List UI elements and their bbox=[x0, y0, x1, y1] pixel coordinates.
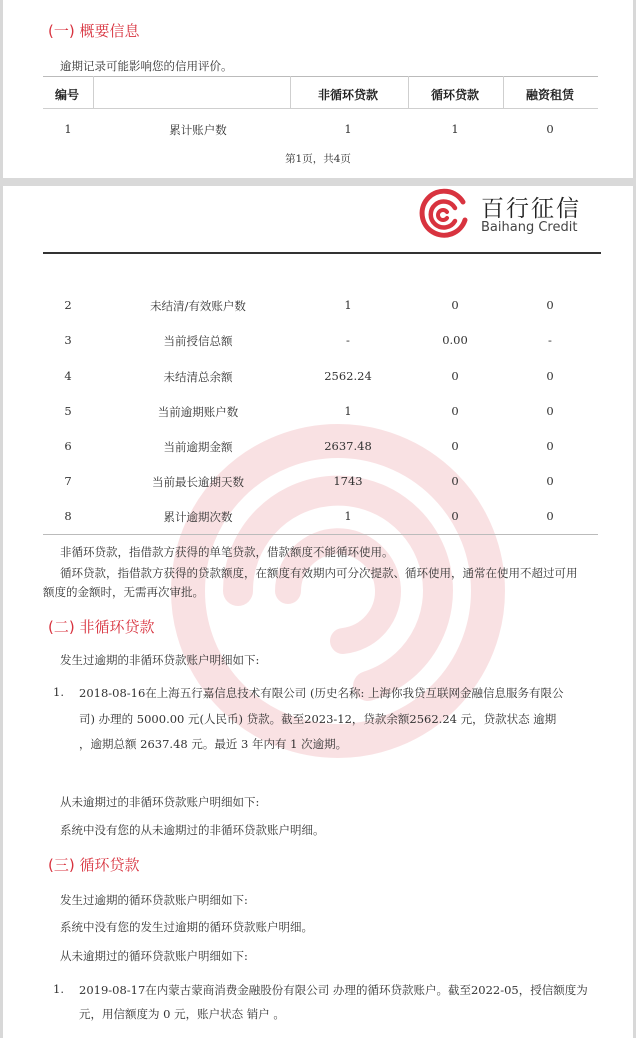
row-leasing: 0 bbox=[546, 298, 554, 312]
table-row bbox=[3, 333, 633, 355]
row-revolving: 0 bbox=[451, 509, 459, 523]
table-row bbox=[3, 509, 633, 531]
row-no: 2 bbox=[64, 298, 72, 312]
row-no: 4 bbox=[64, 369, 72, 383]
report-page-2 bbox=[0, 186, 636, 1038]
definition-nonrevolving: 非循环贷款，指借款方获得的单笔贷款，借款额度不能循环使用。 bbox=[60, 545, 394, 559]
row-no: 1 bbox=[64, 122, 72, 136]
nonrev-never-overdue-subtitle: 从未逾期过的非循环贷款账户明细如下: bbox=[60, 795, 260, 809]
rev-account-line1: 2019-08-17在内蒙古蒙商消费金融股份有限公司 办理的循环贷款账户。截至2022-05，授信额度为 bbox=[79, 983, 588, 997]
definition-revolving-line2: 额度的金额时，无需再次审批。 bbox=[43, 585, 204, 599]
table-row bbox=[3, 298, 633, 320]
baihang-logo-icon bbox=[415, 188, 471, 240]
page-footer: 第1页，共4页 bbox=[285, 153, 351, 165]
row-label: 未结清总余额 bbox=[163, 370, 233, 384]
row-leasing: 0 bbox=[546, 509, 554, 523]
row-nonrevolving: 1743 bbox=[333, 474, 363, 488]
row-leasing: 0 bbox=[546, 474, 554, 488]
table-row bbox=[3, 369, 633, 391]
row-revolving: 0 bbox=[451, 298, 459, 312]
nonrev-overdue-subtitle: 发生过逾期的非循环贷款账户明细如下: bbox=[60, 653, 260, 667]
row-no: 3 bbox=[64, 333, 72, 347]
row-nonrevolving: 1 bbox=[344, 404, 352, 418]
table-bottom-rule bbox=[43, 534, 598, 535]
rev-overdue-subtitle: 发生过逾期的循环贷款账户明细如下: bbox=[60, 893, 248, 907]
col-header-no: 编号 bbox=[55, 88, 80, 102]
col-divider bbox=[290, 76, 291, 108]
nonrev-account-line1: 2018-08-16在上海五行嘉信息技术有限公司 (历史名称: 上海你我贷互联网金融信息服务有限公 bbox=[79, 686, 564, 700]
report-page-1 bbox=[0, 0, 636, 178]
rev-overdue-none: 系统中没有您的发生过逾期的循环贷款账户明细。 bbox=[60, 920, 313, 934]
logo-text-en: Baihang Credit bbox=[481, 220, 578, 235]
row-no: 6 bbox=[64, 439, 72, 453]
row-label: 当前授信总额 bbox=[163, 334, 233, 348]
row-label: 当前最长逾期天数 bbox=[152, 475, 244, 489]
definition-revolving-line1: 循环贷款，指借款方获得的贷款额度，在额度有效期内可分次提款、循环使用，通常在使用不超过可用 bbox=[60, 566, 578, 580]
table-row bbox=[3, 404, 633, 426]
row-label: 当前逾期账户数 bbox=[157, 405, 239, 419]
nonrev-account-line3: ，逾期总额 2637.48 元。最近 3 年内有 1 次逾期。 bbox=[79, 737, 348, 751]
row-label: 累计账户数 bbox=[169, 123, 227, 137]
section-title-nonrevolving: (二) 非循环贷款 bbox=[48, 618, 155, 636]
row-revolving: 1 bbox=[451, 122, 459, 136]
row-no: 5 bbox=[64, 404, 72, 418]
row-revolving: 0.00 bbox=[442, 333, 468, 347]
section-title-overview: (一) 概要信息 bbox=[48, 22, 140, 40]
col-divider bbox=[408, 76, 409, 108]
list-item-number: 1. bbox=[53, 982, 64, 996]
row-nonrevolving: 2637.48 bbox=[324, 439, 372, 453]
rev-never-overdue-subtitle: 从未逾期过的循环贷款账户明细如下: bbox=[60, 949, 248, 963]
row-nonrevolving: 1 bbox=[344, 122, 352, 136]
nonrev-account-line2: 司) 办理的 5000.00 元(人民币) 贷款。截至2023-12，贷款余额2562.24 元，贷款状态 逾期 bbox=[79, 712, 557, 726]
header-rule bbox=[43, 108, 598, 109]
nonrev-never-overdue-none: 系统中没有您的从未逾期过的非循环贷款账户明细。 bbox=[60, 823, 325, 837]
row-leasing: 0 bbox=[546, 369, 554, 383]
row-no: 8 bbox=[64, 509, 72, 523]
row-no: 7 bbox=[64, 474, 72, 488]
list-item-number: 1. bbox=[53, 685, 64, 699]
row-leasing: 0 bbox=[546, 404, 554, 418]
row-revolving: 0 bbox=[451, 439, 459, 453]
row-revolving: 0 bbox=[451, 404, 459, 418]
row-nonrevolving: 2562.24 bbox=[324, 369, 372, 383]
row-leasing: - bbox=[548, 333, 552, 347]
col-divider bbox=[93, 76, 94, 108]
row-label: 未结清/有效账户数 bbox=[150, 299, 246, 313]
col-divider bbox=[503, 76, 504, 108]
table-row bbox=[3, 439, 633, 461]
page-gap bbox=[0, 178, 636, 186]
overdue-note: 逾期记录可能影响您的信用评价。 bbox=[60, 59, 233, 73]
row-nonrevolving: 1 bbox=[344, 298, 352, 312]
row-nonrevolving: 1 bbox=[344, 509, 352, 523]
rev-account-line2: 元，用信额度为 0 元，账户状态 销户 。 bbox=[79, 1007, 285, 1021]
row-leasing: 0 bbox=[546, 122, 554, 136]
row-label: 当前逾期金额 bbox=[163, 440, 233, 454]
table-row bbox=[3, 474, 633, 496]
row-revolving: 0 bbox=[451, 474, 459, 488]
header-thick-rule bbox=[43, 252, 601, 254]
row-leasing: 0 bbox=[546, 439, 554, 453]
section-title-revolving: (三) 循环贷款 bbox=[48, 856, 140, 874]
logo-text-cn: 百行征信 bbox=[481, 196, 581, 222]
table-top-rule bbox=[43, 76, 598, 77]
row-revolving: 0 bbox=[451, 369, 459, 383]
col-header-leasing: 融资租赁 bbox=[525, 88, 574, 102]
col-header-revolving: 循环贷款 bbox=[430, 88, 479, 102]
col-header-nonrevolving: 非循环贷款 bbox=[317, 88, 378, 102]
row-label: 累计逾期次数 bbox=[163, 510, 233, 524]
row-nonrevolving: - bbox=[346, 333, 350, 347]
